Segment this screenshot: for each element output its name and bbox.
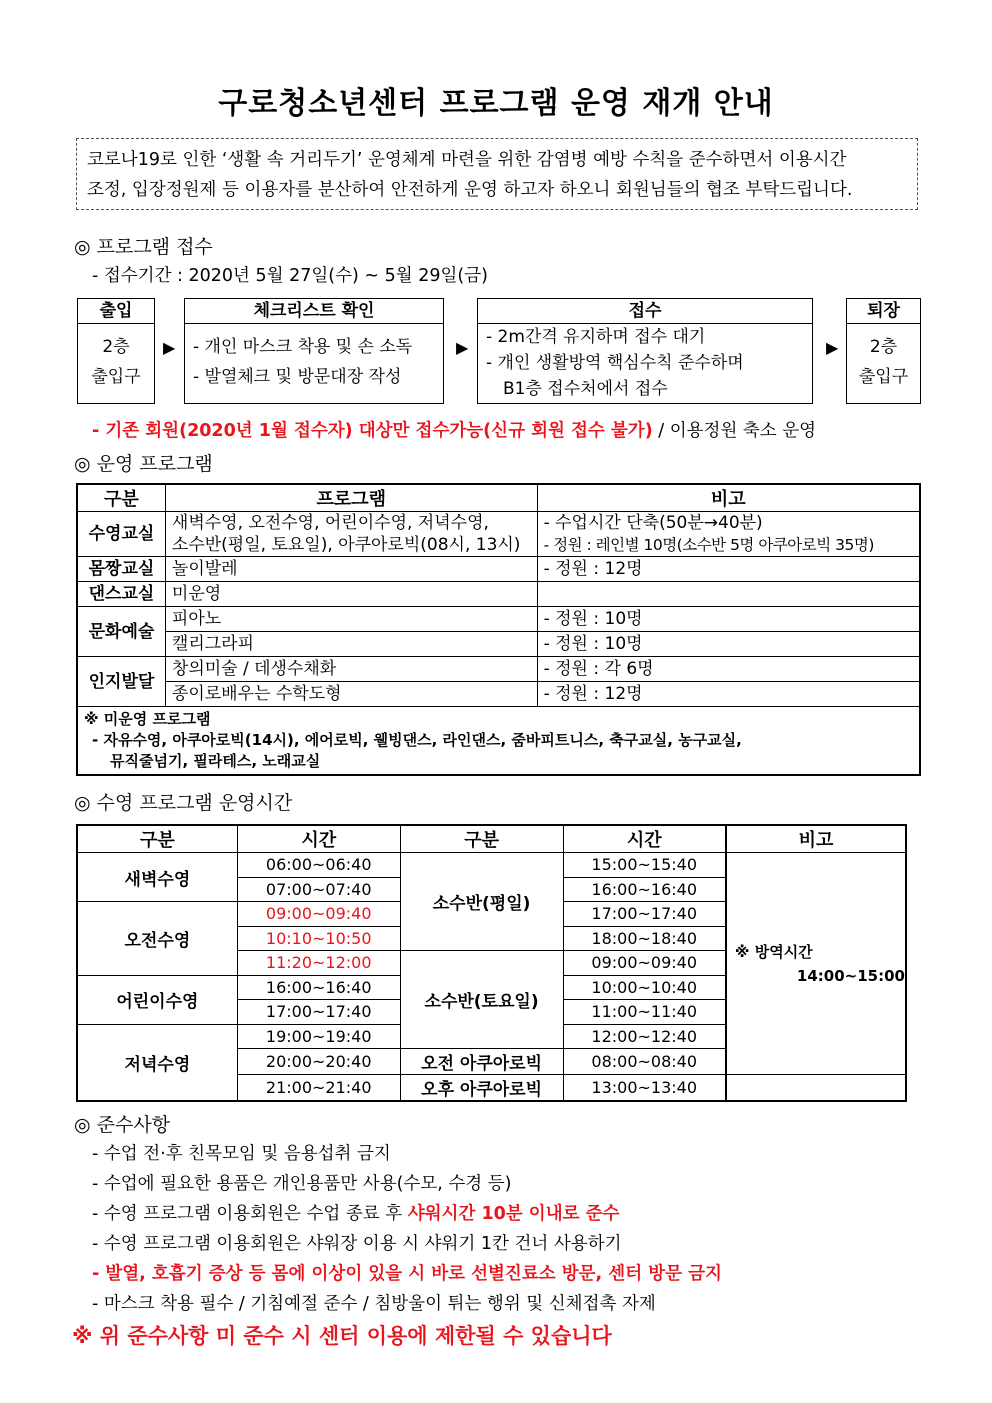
time-cell: 18:00~18:40 (563, 926, 726, 951)
time-cell: 13:00~13:40 (563, 1075, 726, 1102)
program-line: 새벽수영, 오전수영, 어린이수영, 저녁수영, (171, 513, 489, 533)
time-cell: 06:00~06:40 (237, 853, 400, 878)
swim-category: 새벽수영 (77, 853, 237, 902)
remark-bottom-cell (726, 1075, 906, 1102)
program-cell: 미운영 (165, 582, 537, 607)
time-cell: 16:00~16:40 (237, 975, 400, 1000)
note-cell: - 정원 : 10명 (537, 632, 920, 657)
flow-step-line: 2층 (869, 337, 898, 357)
rule-item-red: - 발열, 호흡기 증상 등 몸에 이상이 있을 시 바로 선별진료소 방문, 센터 방문 금지 (92, 1264, 722, 1284)
time-cell: 16:00~16:40 (563, 877, 726, 902)
reception-period: - 접수기간 : 2020년 5월 27일(수) ~ 5월 29일(금) (92, 266, 488, 286)
flow-arrow-icon: ▶ (826, 338, 839, 357)
flow-step-title: 접수 (478, 299, 812, 324)
rule-item: - 수업에 필요한 용품은 개인용품만 사용(수모, 수경 등) (92, 1174, 512, 1194)
table-header: 구분 (400, 825, 563, 853)
operation-program-table (76, 483, 921, 776)
notice-line-1: 코로나19로 인한 ‘생활 속 거리두기’ 운영체계 마련을 위한 감염병 예방 수칙을 준수하면서 이용시간 (87, 150, 847, 170)
flow-step-entry (77, 298, 155, 404)
quarantine-remark (726, 853, 906, 1075)
rule-item (92, 1200, 619, 1225)
time-cell: 15:00~15:40 (563, 853, 726, 878)
program-cell: 놀이발레 (165, 557, 537, 582)
reception-eligibility-note (92, 417, 816, 442)
rule-item: - 마스크 착용 필수 / 기침예절 준수 / 침방울이 튀는 행위 및 신체접촉 자제 (92, 1294, 656, 1314)
program-cell: 창의미술 / 데생수채화 (165, 657, 537, 682)
note-line: - 정원 : 레인별 10명(소수반 5명 아쿠아로빅 35명) (543, 536, 874, 554)
flow-step-reception (477, 298, 813, 404)
note-line: - 수업시간 단축(50분→40분) (543, 513, 763, 533)
time-cell: 17:00~17:40 (563, 902, 726, 927)
eligibility-red-text: - 기존 회원(2020년 1월 접수자) 대상만 접수가능(신규 회원 접수 불가) (92, 421, 653, 441)
swim-schedule-heading: ◎ 수영 프로그램 운영시간 (74, 792, 293, 814)
flow-arrow-icon: ▶ (163, 338, 176, 357)
time-cell: 08:00~08:40 (563, 1049, 726, 1075)
rules-heading: ◎ 준수사항 (74, 1114, 171, 1136)
swim-category: 저녁수영 (77, 1024, 237, 1101)
unrun-line: - 자유수영, 아쿠아로빅(14시), 에어로빅, 웰빙댄스, 라인댄스, 줌바피트니스, 축구교실, 농구교실, (92, 731, 742, 749)
rule-item: - 수업 전·후 친목모임 및 음용섭취 금지 (92, 1144, 391, 1164)
swim-category: 오전수영 (77, 902, 237, 976)
time-cell-highlight: 10:10~10:50 (237, 926, 400, 951)
unrun-line: 뮤직줄넘기, 필라테스, 노래교실 (110, 752, 321, 770)
category-cell: 수영교실 (77, 512, 165, 557)
unrun-program-note (77, 707, 920, 776)
note-cell: - 정원 : 12명 (537, 557, 920, 582)
eligibility-rest-text: / 이용정원 축소 운영 (652, 421, 817, 441)
flow-step-line: 출입구 (858, 367, 909, 387)
category-cell: 몸짱교실 (77, 557, 165, 582)
flow-step-title: 출입 (78, 299, 154, 324)
flow-step-line: - 발열체크 및 방문대장 작성 (193, 367, 402, 387)
program-cell (165, 512, 537, 557)
program-line: 소수반(평일, 토요일), 아쿠아로빅(08시, 13시) (171, 535, 521, 555)
category-cell: 문화예술 (77, 607, 165, 657)
time-cell: 12:00~12:40 (563, 1024, 726, 1049)
time-cell: 20:00~20:40 (237, 1049, 400, 1075)
program-cell: 종이로배우는 수학도형 (165, 682, 537, 707)
flow-step-title: 퇴장 (847, 299, 920, 324)
intro-notice-box (76, 138, 918, 210)
note-cell: - 정원 : 10명 (537, 607, 920, 632)
final-warning: ※ 위 준수사항 미 준수 시 센터 이용에 제한될 수 있습니다 (72, 1324, 612, 1348)
flow-arrow-icon: ▶ (456, 338, 469, 357)
swim-category: 오전 아쿠아로빅 (400, 1049, 563, 1075)
time-cell: 09:00~09:40 (563, 951, 726, 976)
swim-category: 오후 아쿠아로빅 (400, 1075, 563, 1102)
rule-text: - 수영 프로그램 이용회원은 수업 종료 후 (92, 1204, 408, 1224)
operation-heading: ◎ 운영 프로그램 (74, 453, 213, 475)
unrun-title: ※ 미운영 프로그램 (84, 710, 211, 728)
note-cell (537, 512, 920, 557)
swim-category: 어린이수영 (77, 975, 237, 1024)
flow-step-line: - 2m간격 유지하며 접수 대기 (486, 327, 706, 347)
program-cell: 피아노 (165, 607, 537, 632)
category-cell: 인지발달 (77, 657, 165, 707)
note-cell (537, 582, 920, 607)
time-cell: 17:00~17:40 (237, 1000, 400, 1025)
table-header: 구분 (77, 484, 165, 512)
table-header: 비고 (726, 825, 906, 853)
flow-step-line: - 개인 마스크 착용 및 손 소독 (193, 337, 413, 357)
rule-item: - 수영 프로그램 이용회원은 샤워장 이용 시 샤워기 1칸 건너 사용하기 (92, 1234, 622, 1254)
rule-red-text: 샤워시간 10분 이내로 준수 (407, 1204, 620, 1224)
remark-line: 14:00~15:00 (796, 966, 905, 985)
table-header: 비고 (537, 484, 920, 512)
table-header: 프로그램 (165, 484, 537, 512)
page-title: 구로청소년센터 프로그램 운영 재개 안내 (218, 86, 774, 121)
time-cell: 21:00~21:40 (237, 1075, 400, 1102)
flow-step-line: 출입구 (91, 367, 141, 387)
remark-line: ※ 방역시간 (734, 942, 813, 961)
flow-step-checklist (184, 298, 444, 404)
program-cell: 캘리그라피 (165, 632, 537, 657)
time-cell: 07:00~07:40 (237, 877, 400, 902)
table-header: 시간 (237, 825, 400, 853)
table-header: 시간 (563, 825, 726, 853)
note-cell: - 정원 : 각 6명 (537, 657, 920, 682)
note-cell: - 정원 : 12명 (537, 682, 920, 707)
time-cell: 19:00~19:40 (237, 1024, 400, 1049)
flow-step-line: 2층 (102, 337, 130, 357)
swim-category: 소수반(평일) (400, 853, 563, 951)
table-header: 구분 (77, 825, 237, 853)
flow-step-line: - 개인 생활방역 핵심수칙 준수하며 (486, 353, 744, 373)
flow-step-exit (846, 298, 921, 404)
category-cell: 댄스교실 (77, 582, 165, 607)
swim-category: 소수반(토요일) (400, 951, 563, 1049)
swim-schedule-table (76, 824, 907, 1102)
time-cell-highlight: 11:20~12:00 (237, 951, 400, 976)
notice-line-2: 조정, 입장정원제 등 이용자를 분산하여 안전하게 운영 하고자 하오니 회원님들의 협조 부탁드립니다. (87, 180, 853, 200)
flow-step-title: 체크리스트 확인 (185, 299, 443, 324)
time-cell: 11:00~11:40 (563, 1000, 726, 1025)
time-cell-highlight: 09:00~09:40 (237, 902, 400, 927)
time-cell: 10:00~10:40 (563, 975, 726, 1000)
reception-heading: ◎ 프로그램 접수 (74, 236, 213, 258)
flow-step-line: B1층 접수처에서 접수 (503, 379, 668, 399)
